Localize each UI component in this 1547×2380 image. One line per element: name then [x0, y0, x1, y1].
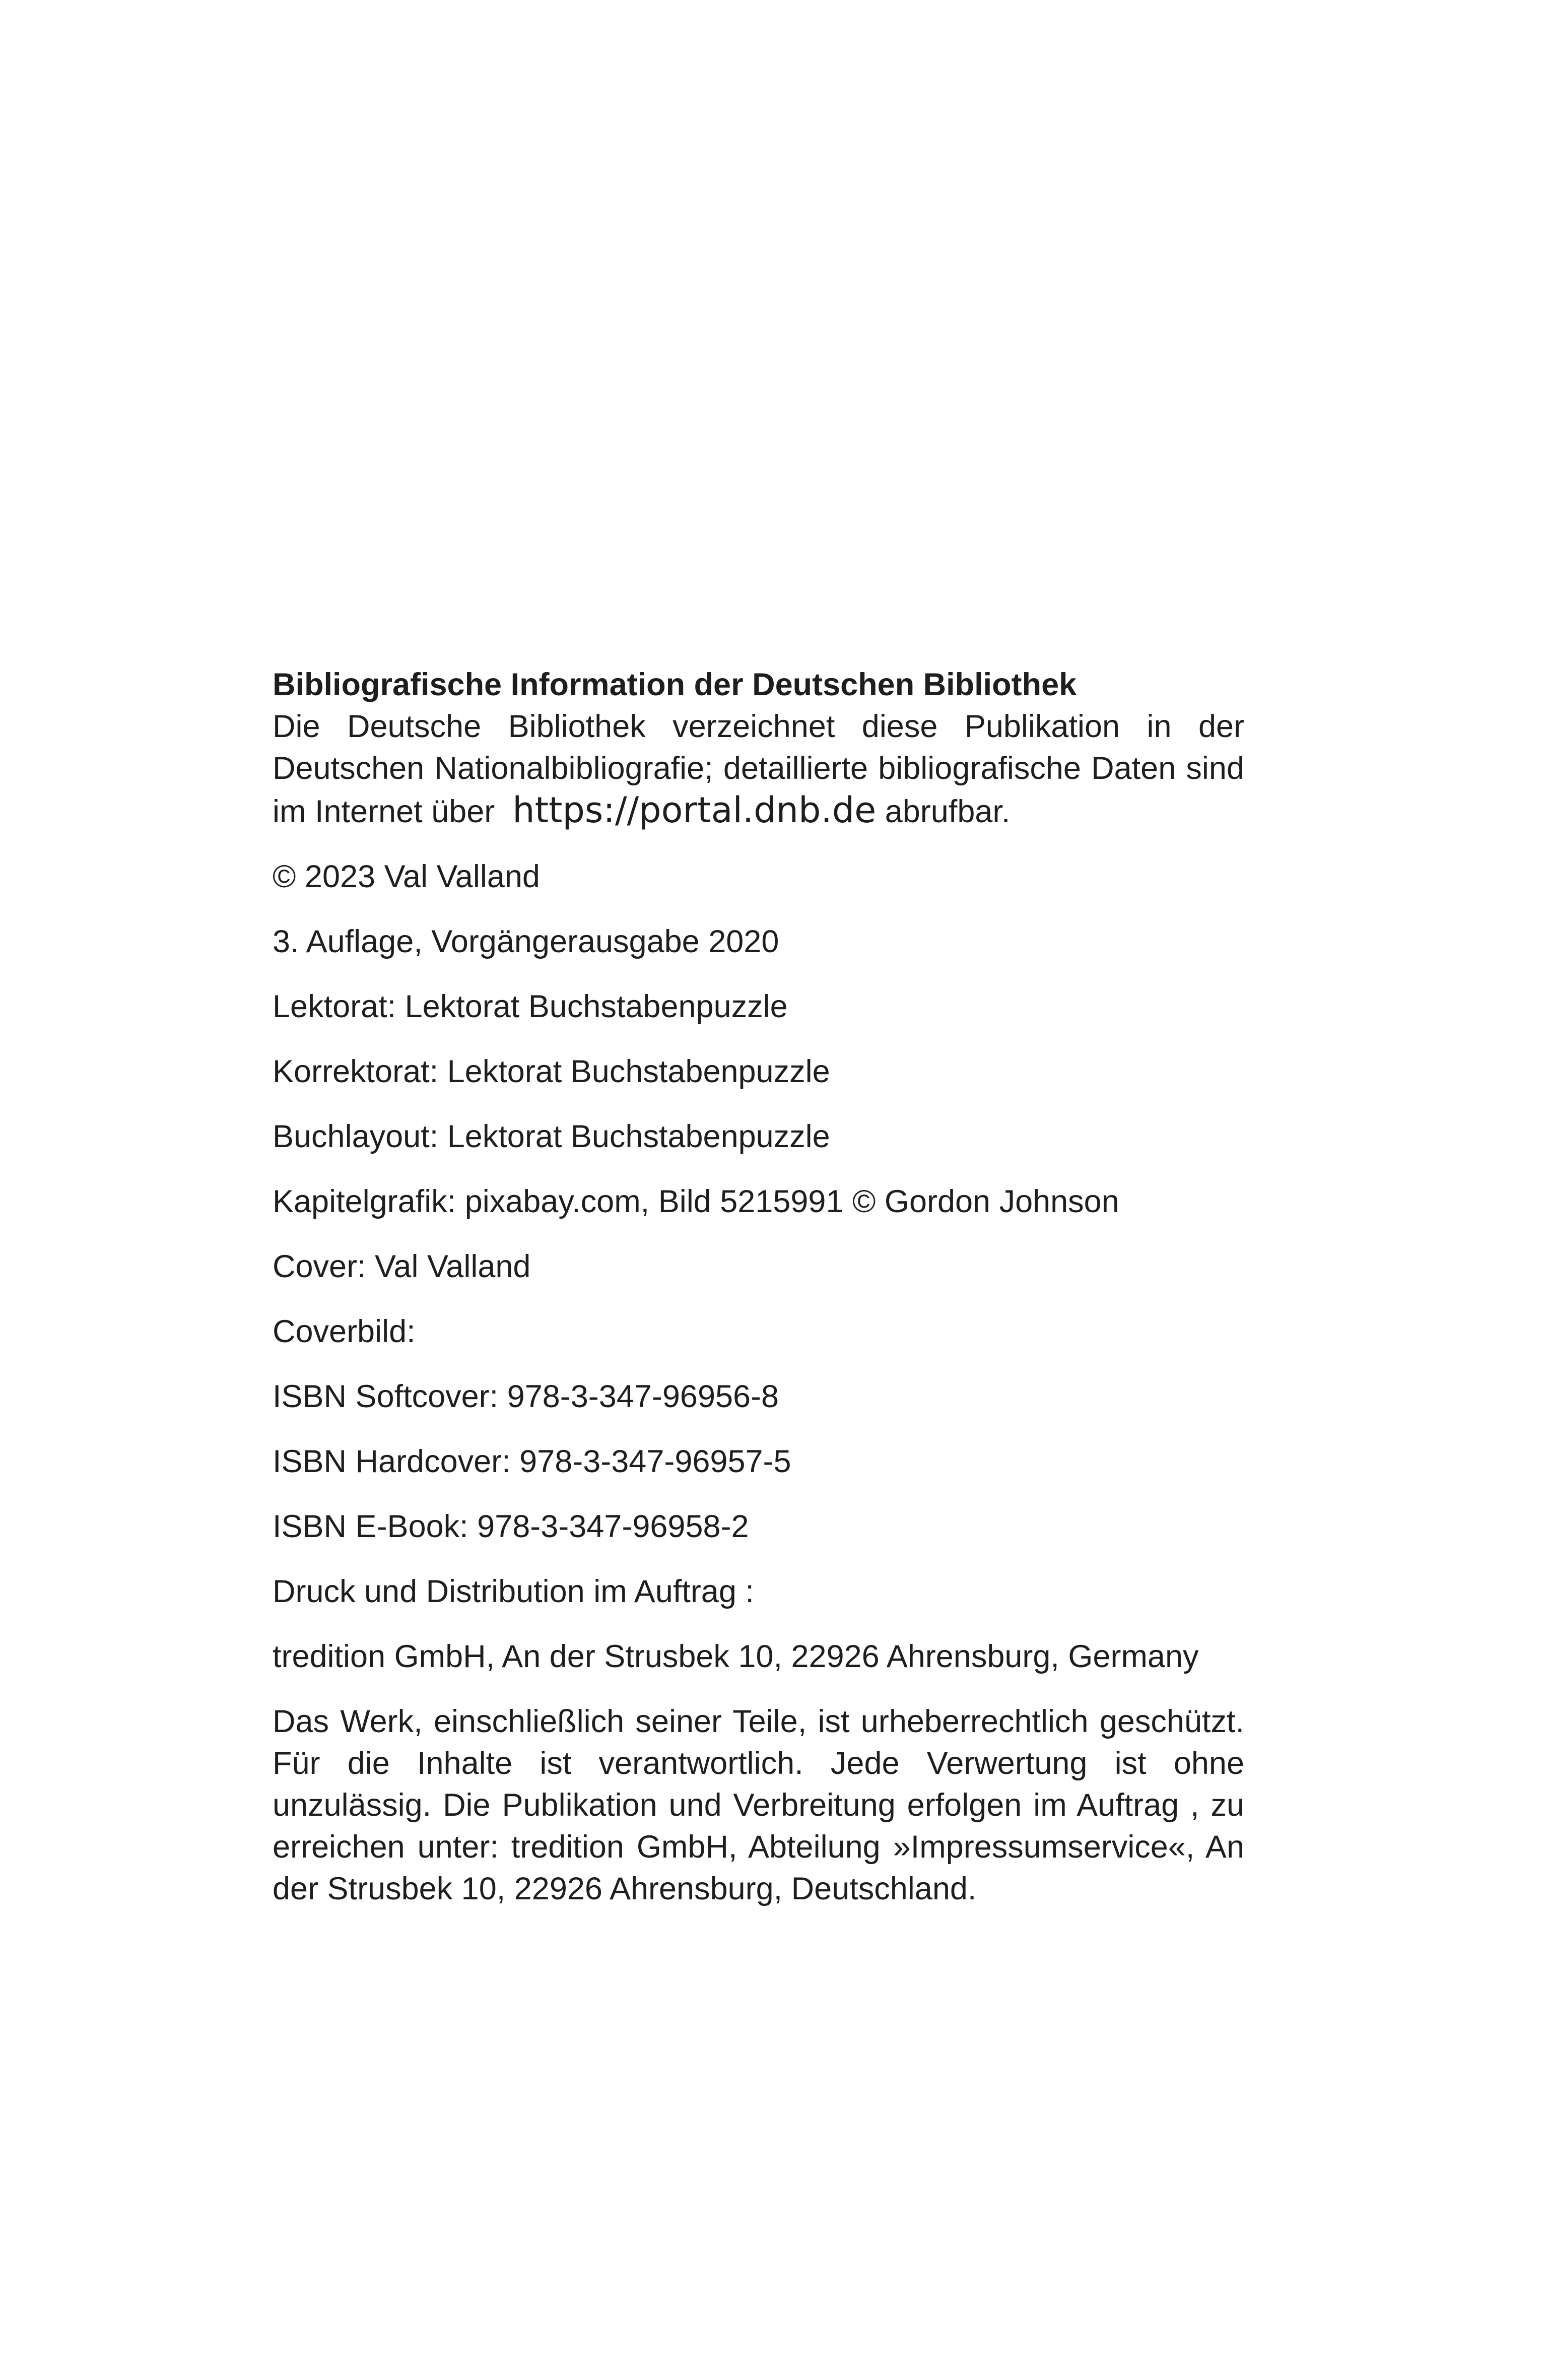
isbn-ebook-line: ISBN E-Book: 978-3-347-96958-2: [273, 1509, 749, 1544]
bibliographic-paragraph: [273, 706, 1244, 833]
druck-line: Druck und Distribution im Auftrag :: [273, 1574, 754, 1609]
isbn-softcover-line: ISBN Softcover: 978-3-347-96956-8: [273, 1379, 779, 1414]
lektorat-line: Lektorat: Lektorat Buchstabenpuzzle: [273, 989, 788, 1024]
copyright-line: © 2023 Val Valland: [273, 859, 540, 894]
dnb-portal-link[interactable]: https://portal.dnb.de: [512, 789, 877, 831]
publisher-address: tredition GmbH, An der Strusbek 10, 22926 Ahrensburg, Germany: [273, 1639, 1199, 1674]
edition-line: 3. Auflage, Vorgängerausgabe 2020: [273, 924, 779, 959]
rights-notice: Das Werk, einschließlich seiner Teile, ist urheberrechtlich geschützt. Für die Inhalte ist verantwortlich. Jede Verwertung ist ohne unzulässig. Die Publikation und Verbreitung erfolgen im Auftrag , zu erreichen unter: tredition GmbH, Abteilung »Impressumservice«, An der Strusbek 10, 22926 Ahrensburg, Deutschland.: [273, 1704, 1244, 1906]
coverbild-line: Coverbild:: [273, 1314, 416, 1349]
bibliographic-text: Die Deutsche Bibliothek verzeichnet diese Publikation in der Deutschen Nationalbibliografie; detaillierte bibliografische Daten sind im Internet über: [273, 709, 1244, 829]
cover-line: Cover: Val Valland: [273, 1249, 531, 1284]
buchlayout-line: Buchlayout: Lektorat Buchstabenpuzzle: [273, 1119, 830, 1154]
bibliographic-text-end: abrufbar.: [885, 794, 1011, 829]
korrektorat-line: Korrektorat: Lektorat Buchstabenpuzzle: [273, 1054, 830, 1089]
imprint-block: [273, 664, 1244, 1910]
kapitelgrafik-line: Kapitelgrafik: pixabay.com, Bild 5215991 © Gordon Johnson: [273, 1184, 1119, 1219]
bibliographic-heading: Bibliografische Information der Deutschen Bibliothek: [273, 667, 1077, 702]
isbn-hardcover-line: ISBN Hardcover: 978-3-347-96957-5: [273, 1444, 791, 1479]
